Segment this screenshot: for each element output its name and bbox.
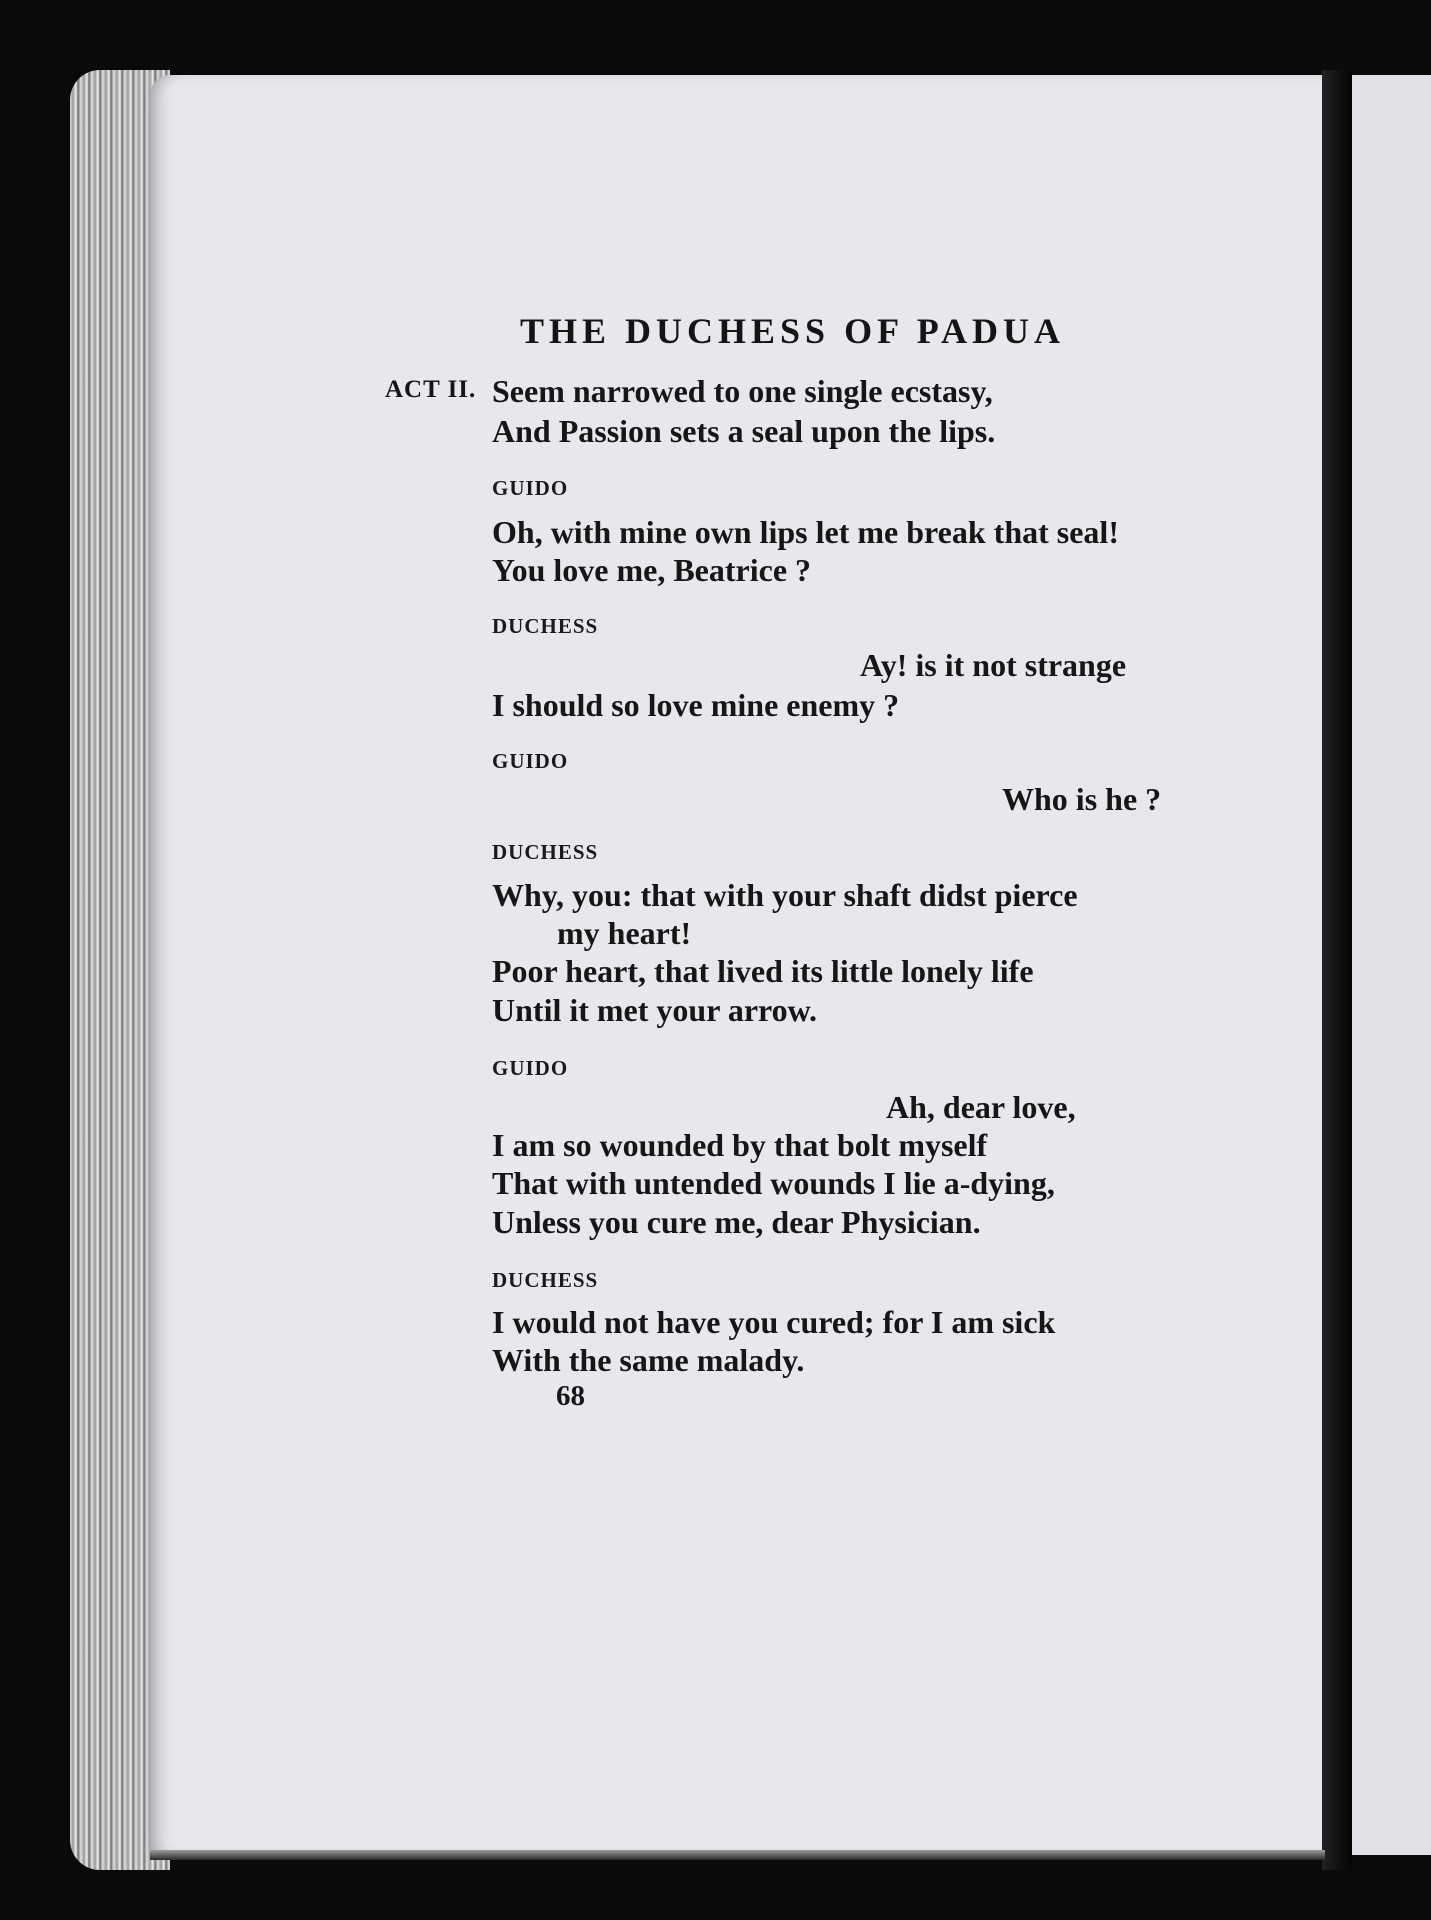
verse-line: Until it met your arrow.: [492, 992, 817, 1028]
verse-line: Why, you: that with your shaft didst pierce: [492, 877, 1078, 913]
verse-line: Ah, dear love,: [886, 1089, 1076, 1125]
page-number: 68: [556, 1380, 585, 1412]
verse-line: Oh, with mine own lips let me break that seal!: [492, 514, 1119, 550]
speaker-label: GUIDO: [492, 476, 569, 500]
verse-line: And Passion sets a seal upon the lips.: [492, 413, 996, 449]
verse-line: Seem narrowed to one single ecstasy,: [492, 373, 993, 409]
verse-line: You love me, Beatrice ?: [492, 552, 812, 588]
verse-line: my heart!: [557, 915, 692, 951]
act-marker: ACT II.: [385, 376, 477, 403]
speaker-label: GUIDO: [492, 1056, 569, 1080]
verse-line: With the same malady.: [492, 1342, 805, 1378]
verse-line: Unless you cure me, dear Physician.: [492, 1204, 981, 1240]
facing-page: [1352, 75, 1431, 1855]
running-header: THE DUCHESS OF PADUA: [520, 311, 1066, 351]
speaker-label: DUCHESS: [492, 1268, 599, 1292]
verse-line: I should so love mine enemy ?: [492, 687, 900, 723]
verse-line: I am so wounded by that bolt myself: [492, 1127, 988, 1163]
verse-line: Poor heart, that lived its little lonely life: [492, 953, 1034, 989]
verse-line: I would not have you cured; for I am sick: [492, 1304, 1056, 1340]
speaker-label: DUCHESS: [492, 614, 599, 638]
verse-line: Who is he ?: [1002, 781, 1162, 817]
speaker-label: DUCHESS: [492, 840, 599, 864]
speaker-label: GUIDO: [492, 749, 569, 773]
book-gutter: [1322, 70, 1352, 1870]
verse-line: Ay! is it not strange: [860, 647, 1127, 683]
page-bottom-edge: [150, 1850, 1325, 1860]
verse-line: That with untended wounds I lie a-dying,: [492, 1165, 1055, 1201]
